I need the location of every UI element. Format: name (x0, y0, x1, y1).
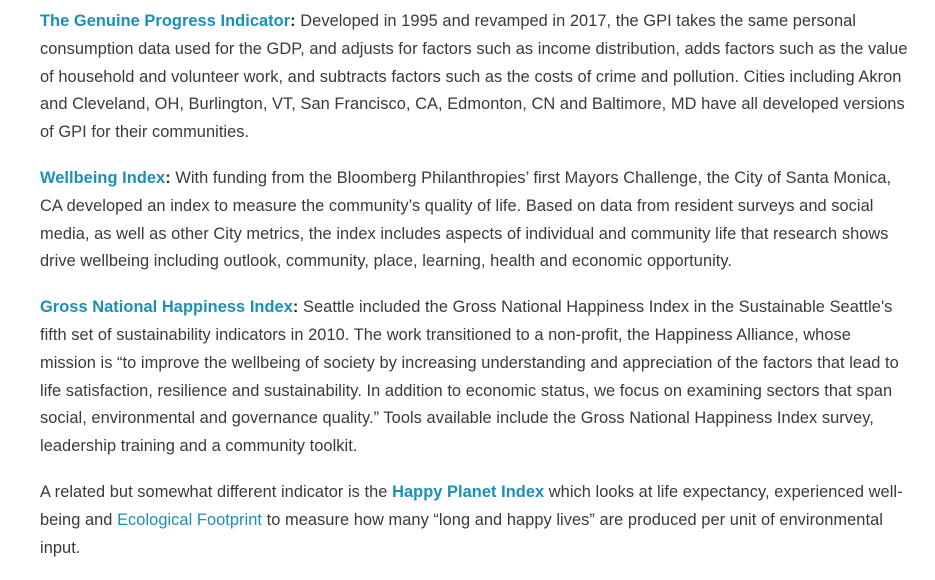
term-colon: : (290, 12, 296, 30)
related-text-after: to measure how many “long and happy lives” are produced per unit of environmental input. (40, 510, 883, 557)
ecological-footprint-link[interactable]: Ecological Footprint (117, 510, 263, 529)
wellbeing-description: With funding from the Bloomberg Philanthropies’ first Mayors Challenge, the City of Santa Monica, CA developed an index to measure the community’s quality of life. Based on data from resident surveys and social media, as well as other City metrics, the index includes aspects of individual and community life that research shows drive wellbeing including outlook, community, place, learning, health and economic opportunity. (40, 168, 892, 271)
wellbeing-index-link[interactable]: Wellbeing Index (40, 168, 166, 187)
gnh-description: Seattle included the Gross National Happiness Index in the Sustainable Seattle's fifth set of sustainability indicators in 2010. The work transitioned to a non-profit, the Happiness Alliance, whose mission is “to improve the wellbeing of society by increasing understanding and appreciation of the factors that lead to life satisfaction, resilience and sustainability. In addition to economic status, we focus on examining sectors that span social, environmental and governance quality.” Tools available include the Gross National Happiness Index survey, leadership training and a community toolkit. (40, 298, 899, 456)
related-text-middle: which looks at life expectancy, experienced well-being and (40, 482, 903, 529)
happy-planet-index-link[interactable]: Happy Planet Index (392, 482, 545, 501)
term-colon: : (292, 298, 299, 317)
term-colon: : (165, 168, 171, 187)
gpi-description: Developed in 1995 and revamped in 2017, the GPI takes the same personal consumption data used for the GDP, and adjusts for factors such as income distribution, adds factors such as the value of household and volunteer work, and subtracts factors such as the costs of crime and pollution. Cities including Akron and Cleveland, OH, Burlington, VT, San Francisco, CA, Edmonton, CN and Baltimore, MD have all developed versions of GPI for their communities. (40, 12, 908, 142)
genuine-progress-indicator-link[interactable]: The Genuine Progress Indicator (40, 12, 291, 30)
related-text-before: A related but somewhat different indicator is the (40, 482, 393, 501)
gross-national-happiness-index-link[interactable]: Gross National Happiness Index (40, 298, 293, 317)
paragraph-related (40, 479, 910, 562)
article-body (40, 8, 910, 580)
paragraph-wellbeing (40, 165, 910, 276)
paragraph-gpi (40, 8, 910, 147)
paragraph-gnh (40, 294, 910, 461)
